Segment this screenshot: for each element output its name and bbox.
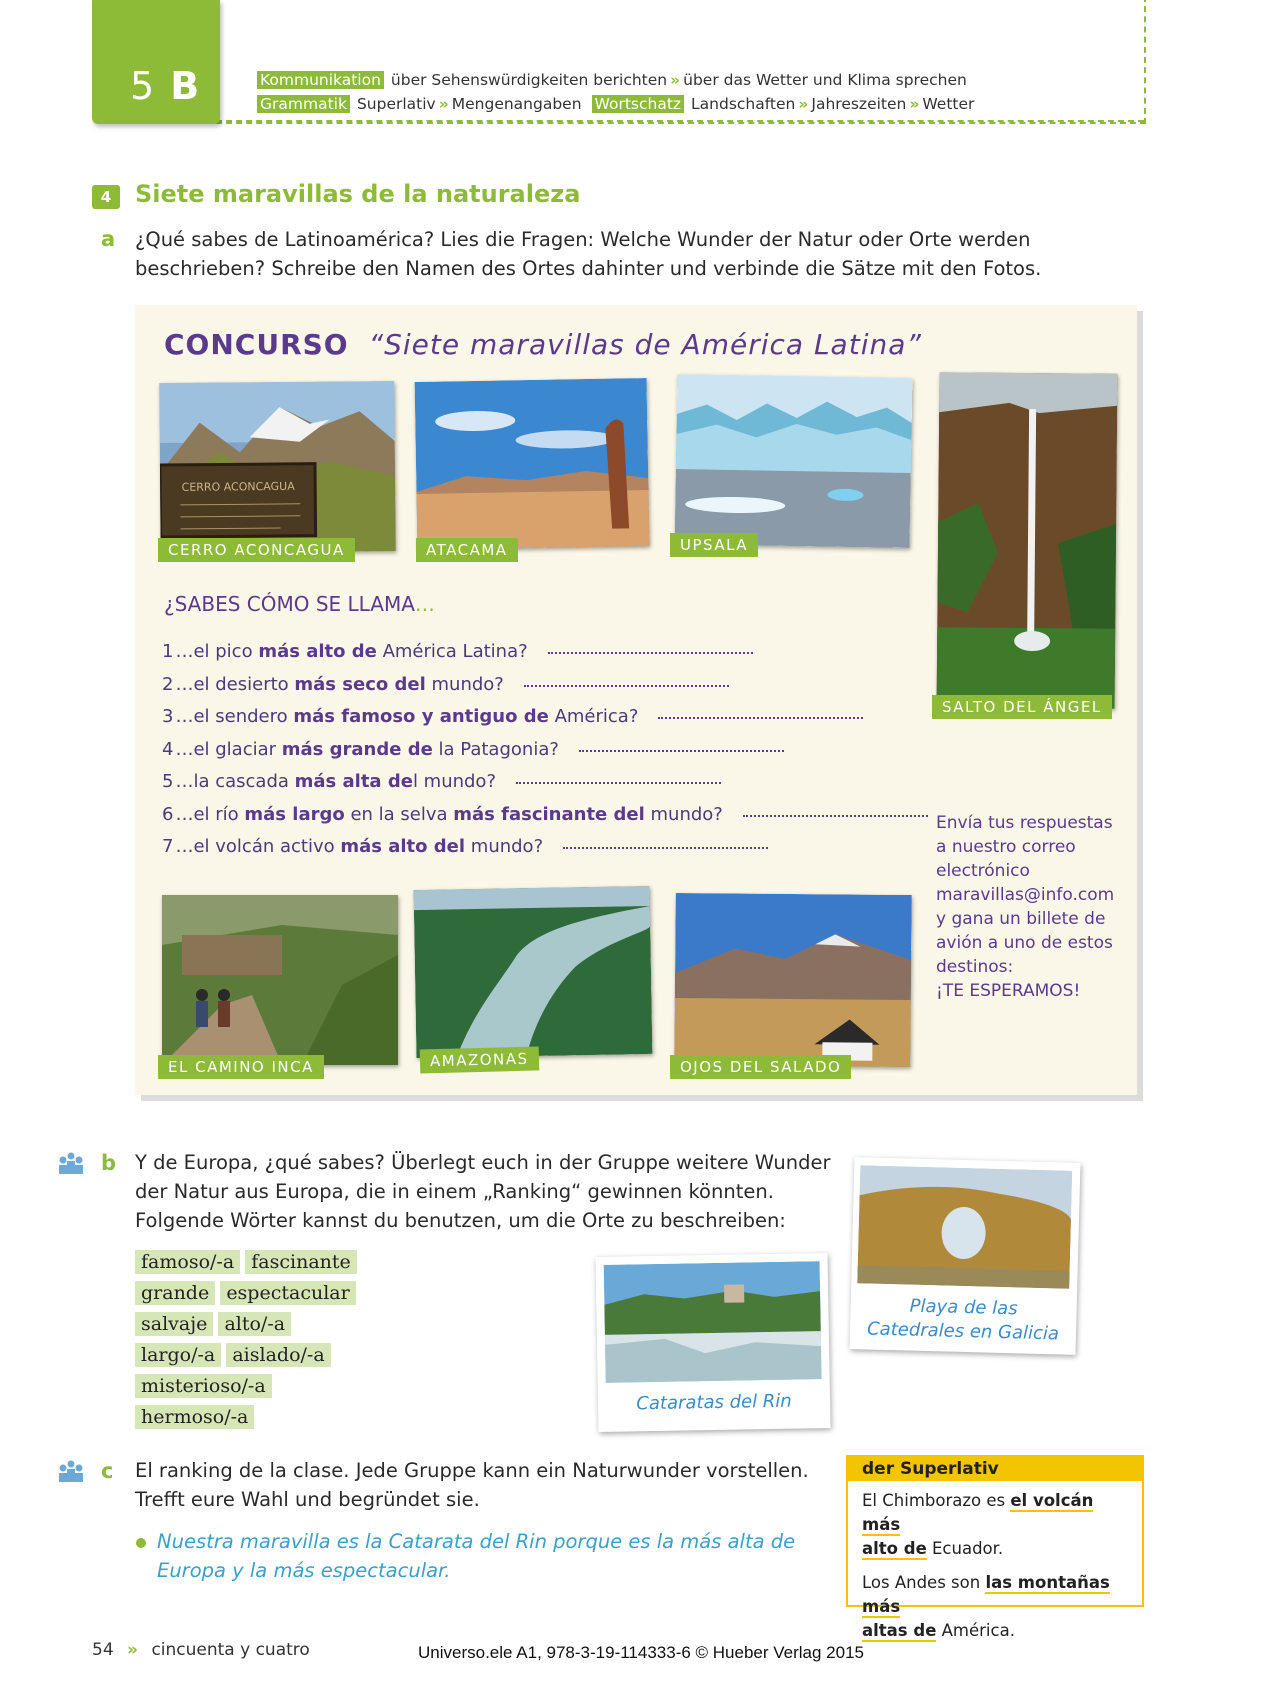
photo-upsala bbox=[675, 374, 913, 548]
question-text: mundo? bbox=[465, 836, 544, 857]
grammar-box bbox=[846, 1455, 1144, 1640]
question-text: mundo? bbox=[644, 804, 723, 825]
grammar-text: El Chimborazo es bbox=[862, 1491, 1011, 1510]
question-number: 6 bbox=[162, 804, 174, 825]
group-work-icon bbox=[56, 1459, 86, 1488]
part-b-instructions bbox=[135, 1148, 831, 1235]
question-superlative: más fascinante del bbox=[453, 804, 645, 825]
word-chip: grande bbox=[135, 1281, 215, 1305]
copyright: Universo.ele A1, 978-3-19-114333-6 © Hueber Verlag 2015 bbox=[418, 1643, 865, 1662]
header-item: Jahreszeiten bbox=[811, 95, 907, 113]
label-ojos-del-salado: OJOS DEL SALADO bbox=[670, 1055, 851, 1079]
concurso-subtitle: “Siete maravillas de América Latina” bbox=[368, 328, 922, 361]
instruction-line: beschrieben? Schreibe den Namen des Ortes dahinter und verbinde die Sätze mit den Fotos. bbox=[135, 257, 1042, 280]
answer-blank[interactable] bbox=[524, 685, 729, 687]
question-3 bbox=[162, 706, 863, 727]
double-chevron-icon: » bbox=[798, 95, 809, 113]
grammar-text: América. bbox=[936, 1621, 1015, 1640]
grammar-highlight: altas de bbox=[862, 1621, 937, 1640]
question-4 bbox=[162, 739, 784, 760]
envia-line: destinos: bbox=[936, 957, 1014, 977]
question-1 bbox=[162, 641, 753, 662]
grammar-title: der Superlativ bbox=[848, 1457, 1142, 1481]
amazonas-image bbox=[414, 886, 653, 1058]
question-superlative: más grande de bbox=[281, 739, 433, 760]
answer-blank[interactable] bbox=[516, 782, 721, 784]
question-superlative: más seco del bbox=[294, 674, 426, 695]
question-text: en la selva bbox=[344, 804, 454, 825]
polaroid-cataratas-del-rin bbox=[595, 1253, 830, 1432]
group-people-icon bbox=[56, 1151, 86, 1175]
unit-letter: B bbox=[170, 64, 202, 108]
question-text: …el glaciar bbox=[175, 739, 282, 760]
grammar-highlight: alto de bbox=[862, 1539, 927, 1558]
photo-aconcagua bbox=[159, 381, 395, 553]
photo-amazonas bbox=[414, 886, 653, 1058]
label-amazonas: AMAZONAS bbox=[420, 1046, 539, 1073]
double-chevron-icon: » bbox=[438, 95, 449, 113]
label-camino-inca: EL CAMINO INCA bbox=[158, 1055, 324, 1079]
caption-line: Playa de las bbox=[909, 1295, 1018, 1320]
tag-grammatik: Grammatik bbox=[257, 95, 350, 113]
header-row-grammatik bbox=[257, 95, 974, 113]
question-text: mundo? bbox=[425, 674, 504, 695]
part-a-letter: a bbox=[101, 227, 116, 251]
word-chip: largo/-a bbox=[135, 1343, 221, 1367]
page-number: 54 bbox=[92, 1640, 114, 1660]
part-b-letter: b bbox=[101, 1151, 117, 1175]
example-line: Nuestra maravilla es la Catarata del Rin porque es la más alta de bbox=[157, 1530, 796, 1553]
header-item: Landschaften bbox=[691, 95, 796, 113]
question-superlative: más famoso y antiguo de bbox=[293, 706, 549, 727]
sabes-heading bbox=[164, 592, 435, 616]
answer-blank[interactable] bbox=[743, 815, 928, 817]
word-chip: hermoso/-a bbox=[135, 1405, 254, 1429]
grammar-text: Los Andes son bbox=[862, 1573, 986, 1592]
question-number: 4 bbox=[162, 739, 174, 760]
double-chevron-icon: » bbox=[909, 95, 920, 113]
grammar-example-2 bbox=[848, 1571, 1142, 1643]
instruction-line: Trefft eure Wahl und begründet sie. bbox=[135, 1488, 480, 1511]
atacama-image bbox=[415, 378, 650, 550]
section-title: Siete maravillas de la naturaleza bbox=[135, 180, 581, 208]
answer-blank[interactable] bbox=[579, 750, 784, 752]
envia-line: electrónico bbox=[936, 861, 1030, 881]
question-superlative: más alto de bbox=[258, 641, 377, 662]
answer-blank[interactable] bbox=[563, 847, 768, 849]
envia-text bbox=[936, 811, 1136, 1003]
caption-rin: Cataratas del Rin bbox=[636, 1390, 792, 1415]
label-salto-del-angel: SALTO DEL ÁNGEL bbox=[932, 695, 1112, 719]
question-text: …el desierto bbox=[175, 674, 295, 695]
header-divider bbox=[206, 120, 1144, 122]
word-bank bbox=[135, 1247, 357, 1433]
question-superlative: más largo bbox=[244, 804, 345, 825]
inca-image bbox=[162, 895, 398, 1065]
header-row-kommunikation bbox=[257, 71, 967, 89]
question-7 bbox=[162, 836, 768, 857]
header-item: Superlativ bbox=[356, 95, 436, 113]
double-chevron-icon: » bbox=[670, 71, 681, 89]
concurso-heading: CONCURSO bbox=[164, 328, 349, 361]
question-superlative: más alta de bbox=[294, 771, 413, 792]
part-c-letter: c bbox=[101, 1459, 114, 1483]
unit-number: 5 bbox=[130, 64, 157, 108]
header-item: über das Wetter und Klima sprechen bbox=[683, 71, 967, 89]
sabes-dots: … bbox=[414, 592, 435, 616]
header-item: Mengenangaben bbox=[451, 95, 582, 113]
word-chip: fascinante bbox=[245, 1250, 357, 1274]
question-2 bbox=[162, 674, 729, 695]
section-number: 4 bbox=[92, 185, 120, 209]
question-text: …el río bbox=[175, 804, 245, 825]
upsala-image bbox=[675, 374, 913, 548]
label-aconcagua: CERRO ACONCAGUA bbox=[158, 538, 355, 562]
question-superlative: más alto del bbox=[340, 836, 466, 857]
question-6 bbox=[162, 804, 928, 825]
group-work-icon bbox=[56, 1151, 86, 1180]
question-number: 1 bbox=[162, 641, 174, 662]
unit-tab bbox=[92, 0, 220, 124]
page-footer bbox=[92, 1640, 310, 1660]
answer-blank[interactable] bbox=[548, 652, 753, 654]
caption-catedrales bbox=[850, 1293, 1077, 1347]
grammar-text: Ecuador. bbox=[926, 1539, 1004, 1558]
instruction-line: ¿Qué sabes de Latinoamérica? Lies die Fragen: Welche Wunder der Natur oder Orte werden bbox=[135, 228, 1031, 251]
word-chip: salvaje bbox=[135, 1312, 213, 1336]
tag-kommunikation: Kommunikation bbox=[257, 71, 384, 89]
part-c-instructions bbox=[135, 1456, 809, 1514]
envia-line: a nuestro correo bbox=[936, 837, 1076, 857]
label-atacama: ATACAMA bbox=[416, 538, 518, 562]
question-text: …el volcán activo bbox=[175, 836, 341, 857]
question-number: 7 bbox=[162, 836, 174, 857]
concurso-title bbox=[164, 328, 922, 361]
question-text: …la cascada bbox=[175, 771, 295, 792]
question-5 bbox=[162, 771, 721, 792]
header-item: Wetter bbox=[922, 95, 975, 113]
word-chip: alto/-a bbox=[218, 1312, 291, 1336]
caption-line: Catedrales en Galicia bbox=[866, 1318, 1060, 1345]
example-sentence bbox=[157, 1527, 795, 1585]
grammar-example-1 bbox=[848, 1489, 1142, 1561]
sabes-text: ¿SABES CÓMO SE LLAMA bbox=[164, 592, 415, 616]
envia-line: Envía tus respuestas bbox=[936, 813, 1113, 833]
question-text: …el sendero bbox=[175, 706, 294, 727]
tag-wortschatz: Wortschatz bbox=[592, 95, 684, 113]
word-chip: misterioso/-a bbox=[135, 1374, 272, 1398]
word-chip: aislado/-a bbox=[226, 1343, 330, 1367]
salto-image bbox=[937, 372, 1118, 709]
instruction-line: Y de Europa, ¿qué sabes? Überlegt euch in der Gruppe weitere Wunder bbox=[135, 1151, 831, 1174]
question-text: América? bbox=[548, 706, 639, 727]
question-text: América Latina? bbox=[376, 641, 528, 662]
word-chip: famoso/-a bbox=[135, 1250, 240, 1274]
group-people-icon bbox=[56, 1459, 86, 1483]
question-text: …el pico bbox=[175, 641, 259, 662]
double-chevron-icon: » bbox=[127, 1640, 139, 1660]
instruction-line: Folgende Wörter kannst du benutzen, um die Orte zu beschreiben: bbox=[135, 1209, 786, 1232]
answer-blank[interactable] bbox=[658, 717, 863, 719]
envia-line: y gana un billete de bbox=[936, 909, 1106, 929]
page-number-words: cincuenta y cuatro bbox=[151, 1640, 310, 1660]
photo-atacama bbox=[415, 378, 650, 550]
envia-email: maravillas@info.com bbox=[936, 885, 1115, 905]
bullet-icon bbox=[136, 1538, 146, 1548]
question-number: 5 bbox=[162, 771, 174, 792]
aconcagua-image bbox=[159, 381, 395, 553]
rin-image bbox=[604, 1261, 822, 1383]
question-text: l mundo? bbox=[412, 771, 497, 792]
example-line: Europa y la más espectacular. bbox=[157, 1559, 451, 1582]
word-chip: espectacular bbox=[220, 1281, 355, 1305]
polaroid-playa-catedrales bbox=[850, 1157, 1081, 1355]
grammar-highlight: las montañas más bbox=[862, 1573, 1110, 1616]
question-number: 2 bbox=[162, 674, 174, 695]
catedrales-image bbox=[857, 1165, 1072, 1289]
question-text: la Patagonia? bbox=[432, 739, 559, 760]
envia-line: ¡TE ESPERAMOS! bbox=[936, 981, 1081, 1001]
instruction-line: El ranking de la clase. Jede Gruppe kann ein Naturwunder vorstellen. bbox=[135, 1459, 809, 1482]
instruction-line: der Natur aus Europa, die in einem „Ranking“ gewinnen könnten. bbox=[135, 1180, 774, 1203]
question-number: 3 bbox=[162, 706, 174, 727]
ojos-image bbox=[674, 893, 911, 1067]
envia-line: avión a uno de estos bbox=[936, 933, 1113, 953]
label-upsala: UPSALA bbox=[670, 533, 758, 557]
grammar-highlight: el volcán más bbox=[862, 1491, 1094, 1534]
aconcagua-sign-text: CERRO ACONCAGUA bbox=[181, 479, 295, 494]
photo-camino-inca bbox=[162, 895, 398, 1065]
part-a-instructions bbox=[135, 225, 1041, 283]
photo-ojos-del-salado bbox=[674, 893, 911, 1067]
header-item: über Sehenswürdigkeiten berichten bbox=[390, 71, 668, 89]
photo-salto-del-angel bbox=[937, 372, 1118, 709]
